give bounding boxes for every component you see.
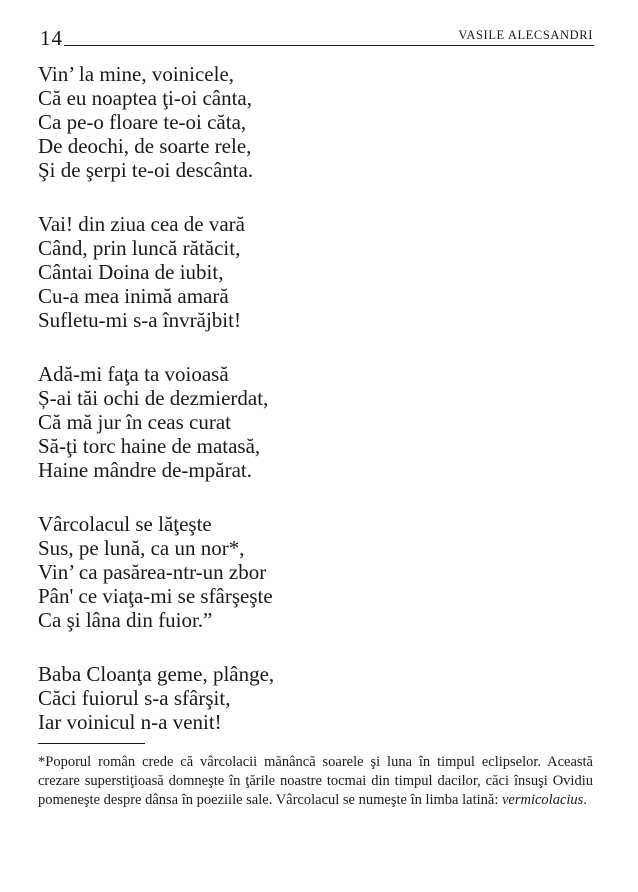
header-rule xyxy=(64,45,594,46)
verse-line: Căci fuiorul s-a sfârşit, xyxy=(38,686,231,710)
footnote-rule xyxy=(38,743,145,744)
verse-line: Pân' ce viaţa-mi se sfârşeşte xyxy=(38,584,273,608)
verse-line: Sus, pe lună, ca un nor*, xyxy=(38,536,245,560)
stanza xyxy=(38,362,578,482)
verse-line: Vin’ la mine, voinicele, xyxy=(38,62,235,86)
verse-line: Cântai Doina de iubit, xyxy=(38,260,224,284)
verse-line: Când, prin luncă rătăcit, xyxy=(38,236,241,260)
verse-line: Vai! din ziua cea de vară xyxy=(38,212,245,236)
stanza xyxy=(38,212,578,332)
verse-line: Ca şi lâna din fuior.” xyxy=(38,608,213,632)
footnote-latin-term: vermicolacius xyxy=(501,792,584,808)
verse-line: Să-ţi torc haine de matasă, xyxy=(38,434,261,458)
verse-line: Baba Cloanţa geme, plânge, xyxy=(38,662,275,686)
footnote-end: . xyxy=(583,792,587,808)
poem-body xyxy=(38,62,578,734)
page-number: 14 xyxy=(40,26,63,50)
stanza xyxy=(38,662,578,734)
verse-line: Cu-a mea inimă amară xyxy=(38,284,229,308)
stanza xyxy=(38,62,578,182)
footnote xyxy=(38,753,593,810)
running-head-author: VASILE ALECSANDRI xyxy=(458,28,593,42)
verse-line: Vârcolacul se lăţeşte xyxy=(38,512,212,536)
verse-line: Ș-ai tăi ochi de dezmierdat, xyxy=(38,386,269,410)
verse-line: Că mă jur în ceas curat xyxy=(38,410,231,434)
verse-line: Adă-mi faţa ta voioasă xyxy=(38,362,229,386)
verse-line: Iar voinicul n-a venit! xyxy=(38,710,222,734)
verse-line: Sufletu-mi s-a învrăjbit! xyxy=(38,308,241,332)
verse-line: Ca pe-o floare te-oi căta, xyxy=(38,110,247,134)
verse-line: Haine mândre de-mpărat. xyxy=(38,458,252,482)
footnote-text: *Poporul român crede că vârcolacii mănâncă soarele şi luna în timpul eclipselor. Această crezare superstiţioasă domneşte în ţările noastre tocmai din timpul dacilor, căci însuşi Ovidiu pomeneşte despre dânsa în poeziile sale. Vârcolacul se numeşte în limba latină: xyxy=(38,754,593,808)
verse-line: Că eu noaptea ţi-oi cânta, xyxy=(38,86,252,110)
page-header xyxy=(38,22,594,48)
verse-line: Şi de şerpi te-oi descânta. xyxy=(38,158,254,182)
verse-line: De deochi, de soarte rele, xyxy=(38,134,252,158)
stanza xyxy=(38,512,578,632)
verse-line: Vin’ ca pasărea-ntr-un zbor xyxy=(38,560,267,584)
